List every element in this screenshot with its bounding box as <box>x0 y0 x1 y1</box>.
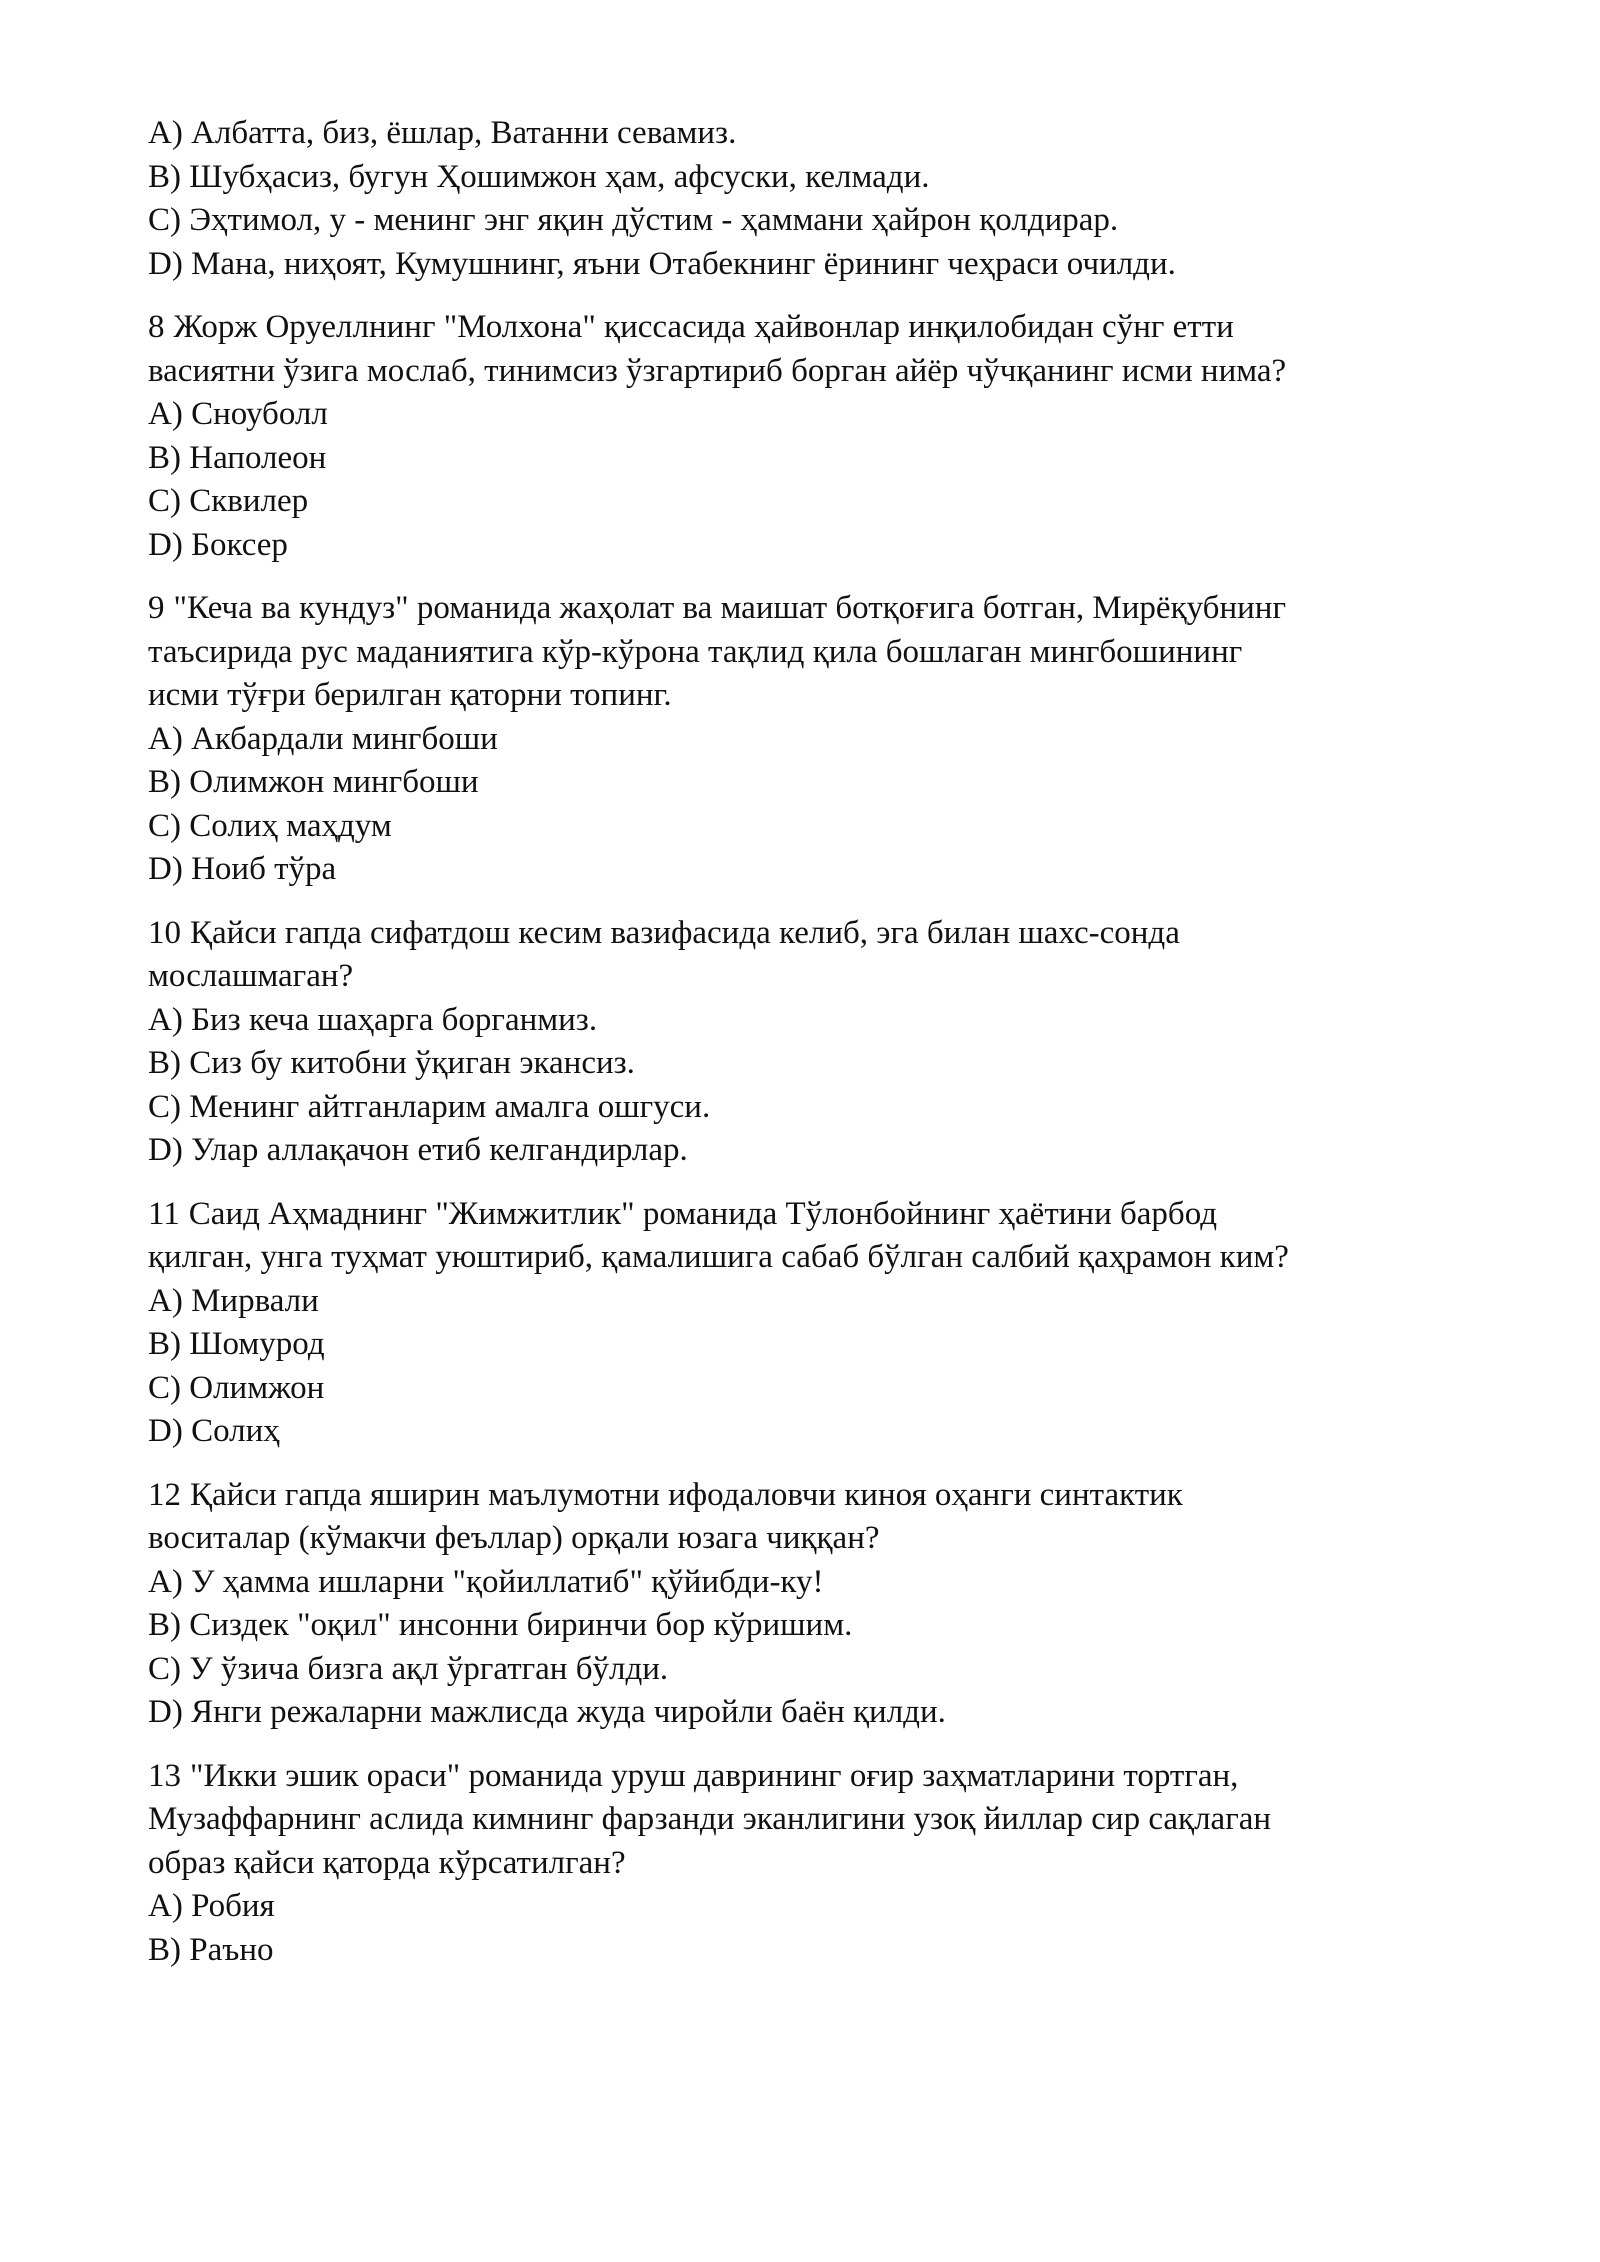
question-text-line: қилган, унга туҳмат уюштириб, қамалишига сабаб бўлган салбий қаҳрамон ким? <box>148 1239 1289 1275</box>
option-a: A) У ҳамма ишларни "қойиллатиб" қўйибди-ку! <box>148 1563 824 1600</box>
option-d: D) Боксер <box>148 526 288 563</box>
question-number: 8 <box>148 309 165 345</box>
question-number: 11 <box>148 1195 180 1232</box>
question-8 <box>148 306 1488 567</box>
question-13 <box>148 1755 1488 1973</box>
option-a: A) Сноуболл <box>148 396 328 432</box>
option-d: D) Улар аллақачон етиб келгандирлар. <box>148 1132 688 1168</box>
option-a: A) Акбардали мингбоши <box>148 720 498 757</box>
question-number: 13 <box>148 1757 181 1794</box>
question-text-line: образ қайси қаторда кўрсатилган? <box>148 1844 626 1881</box>
question-12 <box>148 1474 1488 1735</box>
option-b: B) Раъно <box>148 1931 274 1968</box>
question-text-line: васиятни ўзига мослаб, тинимсиз ўзгартириб борган айёр чўчқанинг исми нима? <box>148 352 1287 389</box>
intro-options <box>148 112 1488 286</box>
question-text-line: мослашмаган? <box>148 958 354 994</box>
option-b: B) Шубҳасиз, бугун Ҳошимжон ҳам, афсуски, келмади. <box>148 158 930 195</box>
question-text-line: 11 Саид Аҳмаднинг "Жимжитлик" романида Тўлонбойнинг ҳаётини барбод <box>148 1195 1218 1232</box>
document-page <box>148 112 1488 1992</box>
option-b: B) Шомурод <box>148 1326 325 1362</box>
option-c: C) Сквилер <box>148 483 309 519</box>
question-text-line: воситалар (кўмакчи феъллар) орқали юзага чиққан? <box>148 1520 880 1556</box>
question-9 <box>148 587 1488 892</box>
option-d: D) Солиҳ <box>148 1413 280 1449</box>
option-c: C) У ўзича бизга ақл ўргатган бўлди. <box>148 1650 669 1687</box>
question-text-line: 10 Қайси гапда сифатдош кесим вазифасида келиб, эга билан шахс-сонда <box>148 914 1180 951</box>
option-a: A) Биз кеча шаҳарга борганмиз. <box>148 1001 598 1038</box>
option-d: D) Мана, ниҳоят, Кумушнинг, яъни Отабекнинг ёрининг чеҳраси очилди. <box>148 245 1176 282</box>
option-b: B) Наполеон <box>148 439 327 476</box>
question-text-line: 12 Қайси гапда яширин маълумотни ифодаловчи киноя оҳанги синтактик <box>148 1476 1183 1513</box>
option-c: C) Солиҳ маҳдум <box>148 807 392 844</box>
question-10 <box>148 912 1488 1173</box>
question-number: 9 <box>148 590 165 626</box>
question-text-line: 13 "Икки эшик ораси" романида уруш даврининг оғир заҳматларини тортган, <box>148 1757 1239 1794</box>
option-d: D) Янги режаларни мажлисда жуда чиройли баён қилди. <box>148 1694 946 1730</box>
option-c: C) Менинг айтганларим амалга ошгуси. <box>148 1088 711 1125</box>
option-b: B) Сиз бу китобни ўқиган экансиз. <box>148 1045 635 1081</box>
option-b: B) Олимжон мингбоши <box>148 764 479 800</box>
question-number: 12 <box>148 1476 181 1513</box>
question-number: 10 <box>148 914 181 951</box>
question-text-line: таъсирида рус маданиятига кўр-кўрона тақлид қила бошлаган мингбошининг <box>148 633 1243 670</box>
question-text-line: Музаффарнинг аслида кимнинг фарзанди эканлигини узоқ йиллар сир сақлаган <box>148 1801 1272 1837</box>
question-text-line: 9 "Кеча ва кундуз" романида жаҳолат ва маишат ботқоғига ботган, Мирёқубнинг <box>148 590 1286 626</box>
question-text-line: исми тўғри берилган қаторни топинг. <box>148 677 672 713</box>
option-c: C) Олимжон <box>148 1369 325 1406</box>
question-text-line: 8 Жорж Оруеллнинг "Молхона" қиссасида ҳайвонлар инқилобидан сўнг етти <box>148 309 1234 345</box>
option-a: A) Робия <box>148 1888 275 1924</box>
question-11 <box>148 1193 1488 1454</box>
option-c: C) Эҳтимол, у - менинг энг яқин дўстим - ҳаммани ҳайрон қолдирар. <box>148 202 1119 238</box>
option-a: A) Албатта, биз, ёшлар, Ватанни севамиз. <box>148 115 737 151</box>
option-b: B) Сиздек "оқил" инсонни биринчи бор кўришим. <box>148 1607 853 1643</box>
option-a: A) Мирвали <box>148 1282 319 1319</box>
option-d: D) Ноиб тўра <box>148 851 337 887</box>
